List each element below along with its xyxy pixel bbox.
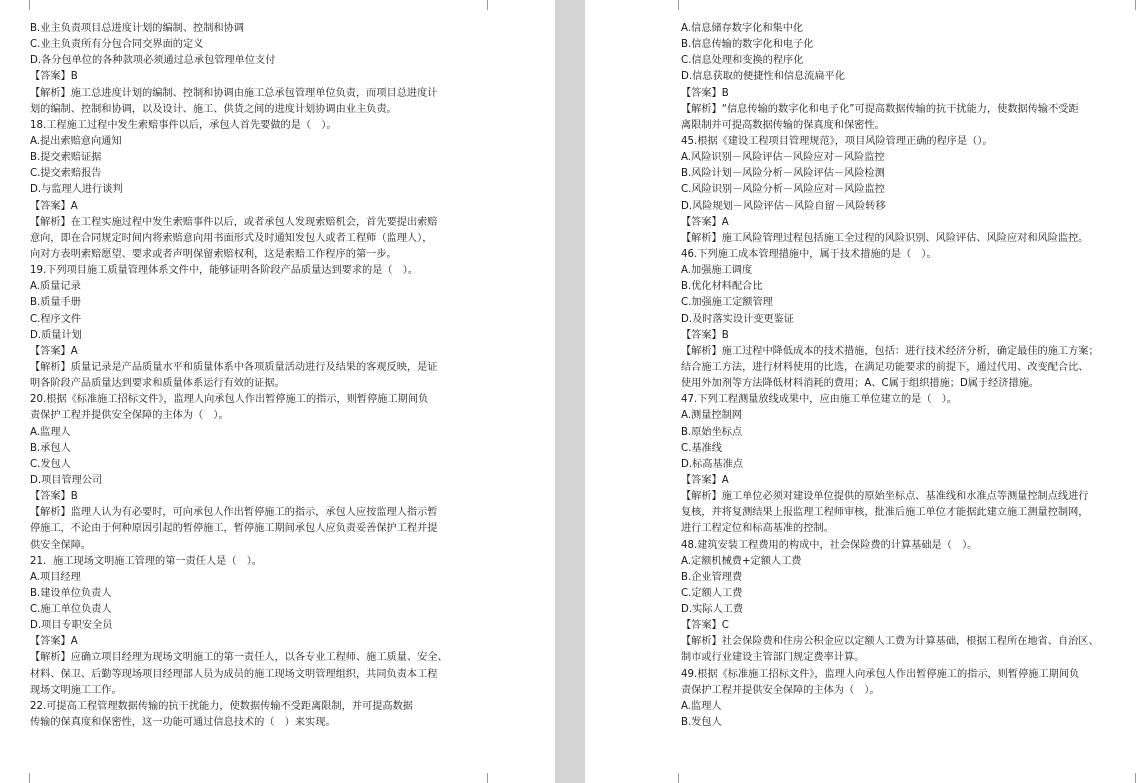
option-line: A.监理人: [30, 426, 71, 438]
option-line: B.风险计划－风险分析－风险评估－风险检测: [681, 168, 885, 180]
page-corner-mark: [487, 0, 498, 10]
analysis-line: 【解析】质量记录是产品质量水平和质量体系中各项质量活动进行及结果的客观反映，是证: [30, 361, 438, 373]
question-line: 46.下列施工成本管理措施中，属于技术措施的是（ ）。: [681, 248, 937, 260]
answer-line: 【答案】B: [681, 329, 729, 341]
question-line: 22.可提高工程管理数据传输的抗干扰能力，使数据传输不受距离限制，并可提高数据: [30, 700, 413, 712]
option-line: A.加强施工调度: [681, 265, 753, 277]
text-line: 责保护工程并提供安全保障的主体为（ ）。: [681, 684, 880, 696]
answer-line: 【答案】A: [30, 200, 78, 212]
page-corner-mark: [1135, 773, 1145, 783]
page-text-block: [30, 21, 482, 731]
answer-line: 【答案】B: [681, 87, 729, 99]
option-line: A.质量记录: [30, 281, 81, 293]
text-line: 进行工程定位和标高基准的控制。: [681, 523, 834, 535]
option-line: B.建设单位负责人: [30, 587, 112, 599]
option-line: B.原始坐标点: [681, 426, 743, 438]
option-line: C.风险识别－风险分析－风险应对－风险监控: [681, 184, 885, 196]
option-line: D.项目专职安全员: [30, 620, 113, 632]
answer-line: 【答案】C: [681, 620, 729, 632]
answer-line: 【答案】A: [30, 636, 78, 648]
option-line: D.实际人工费: [681, 604, 744, 616]
text-line: 停施工，不论由于何种原因引起的暂停施工，暂停施工期间承包人应负责妥善保护工程并提: [30, 523, 438, 535]
option-line: C.发包人: [30, 458, 71, 470]
text-line: 复核，并将复测结果上报监理工程师审核，批准后施工单位才能据此建立施工测量控制网，: [681, 507, 1089, 519]
option-line: B.质量手册: [30, 297, 81, 309]
analysis-line: 【解析】施工风险管理过程包括施工全过程的风险识别、风险评估、风险应对和风险监控。: [681, 232, 1089, 244]
option-line: B.企业管理费: [681, 571, 743, 583]
option-line: D.及时落实设计变更鉴证: [681, 313, 794, 325]
page-text-block: [681, 21, 1132, 731]
text-line: 制市或行业建设主管部门规定费率计算。: [681, 652, 865, 664]
option-line: B.信息传输的数字化和电子化: [681, 39, 814, 51]
option-line: B.提交索赔证据: [30, 152, 102, 164]
question-line: 45.根据《建设工程项目管理规范》，项目风险管理正确的程序是（）。: [681, 135, 993, 147]
option-line: C.提交索赔报告: [30, 168, 102, 180]
option-line: A.信息储存数字化和集中化: [681, 23, 804, 34]
text-line: B.业主负责项目总进度计划的编制、控制和协调: [30, 23, 244, 34]
question-line: 18.工程施工过程中发生索赔事件以后，承包人首先要做的是（ ）。: [30, 119, 337, 131]
option-line: A.风险识别－风险评估－风险应对－风险监控: [681, 152, 885, 164]
option-line: C.基准线: [681, 442, 722, 454]
text-line: 供安全保障。: [30, 539, 92, 551]
option-line: D.信息获取的便捷性和信息流扁平化: [681, 71, 845, 83]
option-line: A.监理人: [681, 700, 722, 712]
question-line: 21．施工现场文明施工管理的第一责任人是（ ）。: [30, 555, 262, 567]
option-line: B.承包人: [30, 442, 71, 454]
analysis-line: 【解析】监理人认为有必要时，可向承包人作出暂停施工的指示，承包人应按监理人指示暂: [30, 507, 438, 519]
analysis-line: 【解析】“信息传输的数字化和电子化”可提高数据传输的抗干扰能力，使数据传输不受距: [681, 103, 1079, 115]
option-line: C.程序文件: [30, 313, 82, 325]
page-gap: [555, 0, 585, 783]
page-corner-mark: [19, 773, 30, 783]
text-line: 意向，即在合同规定时间内将索赔意向用书面形式及时通知发包人或者工程师（监理人），: [30, 232, 433, 244]
option-line: C.施工单位负责人: [30, 604, 112, 616]
question-line: 20.根据《标准施工招标文件》，监理人向承包人作出暂停施工的指示，则暂停施工期间负: [30, 394, 429, 406]
option-line: B.发包人: [681, 717, 722, 729]
answer-line: 【答案】B: [30, 71, 78, 83]
text-line: 材料、保卫、后勤等现场项目经理部人员为成员的施工现场文明管理组织，共同负责本工程: [30, 668, 438, 680]
question-line: 19.下列项目施工质量管理体系文件中，能够证明各阶段产品质量达到要求的是（ ）。: [30, 265, 419, 277]
option-line: A.定额机械费+定额人工费: [681, 555, 802, 567]
text-line: 使用外加剂等方法降低材料消耗的费用；A、C属于组织措施；D属于经济措施。: [681, 378, 1040, 390]
analysis-line: 【解析】施工过程中降低成本的技术措施，包括：进行技术经济分析，确定最佳的施工方案；: [681, 345, 1099, 357]
question-line: 49.根据《标准施工招标文件》，监理人向承包人作出暂停施工的指示，则暂停施工期间负: [681, 668, 1080, 680]
text-line: 划的编制、控制和协调，以及设计、施工、供货之间的进度计划协调由业主负责。: [30, 103, 397, 115]
answer-line: 【答案】B: [30, 491, 78, 503]
question-line: 48.建筑安装工程费用的构成中，社会保险费的计算基础是（ ）。: [681, 539, 978, 551]
option-line: D.项目管理公司: [30, 474, 103, 486]
page-corner-mark: [668, 0, 679, 10]
answer-line: 【答案】A: [30, 345, 78, 357]
option-line: D.质量计划: [30, 329, 82, 341]
text-line: 明各阶段产品质量达到要求和质量体系运行有效的证据。: [30, 378, 285, 390]
page-corner-mark: [19, 0, 30, 10]
option-line: C.定额人工费: [681, 587, 743, 599]
page-corner-mark: [487, 773, 498, 783]
text-line: 结合施工方法，进行材料使用的比选，在满足功能要求的前提下，通过代用、改变配合比、: [681, 361, 1089, 373]
text-line: 现场文明施工工作。: [30, 684, 122, 696]
option-line: A.测量控制网: [681, 410, 742, 422]
option-line: D.与监理人进行谈判: [30, 184, 123, 196]
text-line: C.业主负责所有分包合同交界面的定义: [30, 39, 204, 51]
analysis-line: 【解析】社会保险费和住房公积金应以定额人工费为计算基础，根据工程所在地省、自治区、: [681, 636, 1099, 648]
analysis-line: 【解析】施工总进度计划的编制、控制和协调由施工总承包管理单位负责，而项目总进度计: [30, 87, 438, 99]
document-page-left: [0, 0, 555, 783]
answer-line: 【答案】A: [681, 216, 729, 228]
option-line: D.标高基准点: [681, 458, 744, 470]
option-line: D.风险规划－风险评估－风险自留－风险转移: [681, 200, 886, 212]
option-line: A.提出索赔意向通知: [30, 135, 122, 147]
text-line: 离限制并可提高数据传输的保真度和保密性。: [681, 119, 885, 131]
option-line: A.项目经理: [30, 571, 81, 583]
question-line: 47.下列工程测量放线成果中，应由施工单位建立的是（ ）。: [681, 394, 957, 406]
text-line: 传输的保真度和保密性，这一功能可通过信息技术的（ ）来实现。: [30, 717, 336, 729]
analysis-line: 【解析】施工单位必须对建设单位提供的原始坐标点、基准线和水准点等测量控制点线进行: [681, 491, 1089, 503]
option-line: C.信息处理和变换的程序化: [681, 55, 804, 67]
analysis-line: 【解析】应确立项目经理为现场文明施工的第一责任人，以各专业工程师、施工质量、安全、: [30, 652, 448, 664]
text-line: 责保护工程并提供安全保障的主体为（ ）。: [30, 410, 229, 422]
analysis-line: 【解析】在工程实施过程中发生索赔事件以后，或者承包人发现索赔机会，首先要提出索赔: [30, 216, 438, 228]
page-corner-mark: [1135, 0, 1145, 10]
text-line: 向对方表明索赔愿望、要求或者声明保留索赔权利，这是索赔工作程序的第一步。: [30, 248, 397, 260]
answer-line: 【答案】A: [681, 474, 729, 486]
option-line: B.优化材料配合比: [681, 281, 763, 293]
page-corner-mark: [668, 773, 679, 783]
document-page-right: [585, 0, 1145, 783]
text-line: D.各分包单位的各种款项必须通过总承包管理单位支付: [30, 55, 276, 67]
option-line: C.加强施工定额管理: [681, 297, 773, 309]
